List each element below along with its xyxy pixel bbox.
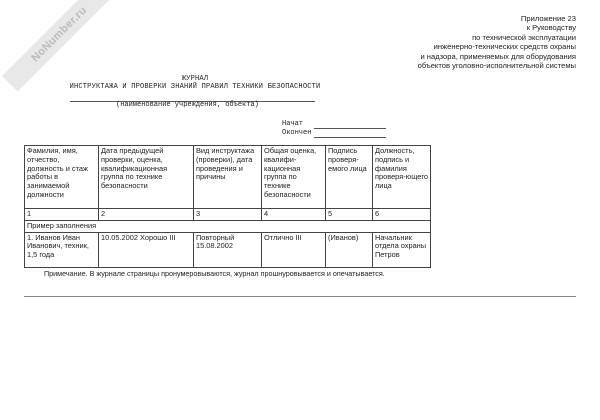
journal-title — [0, 75, 390, 92]
number-cell: 3 — [194, 209, 262, 221]
header-cell: Вид инструктажа (проверки), дата проведения и причины — [194, 146, 262, 209]
header-row — [25, 146, 431, 209]
appendix-line: и надзора, применяемых для оборудования — [420, 51, 576, 61]
table-cell: Повторный 15.08.2002 — [194, 232, 262, 267]
note: Примечание. В журнале страницы пронумеровываются, журнал прошнуровывается и опечатывается. — [44, 269, 385, 278]
number-cell: 6 — [373, 209, 431, 221]
number-cell: 5 — [326, 209, 373, 221]
appendix-line: инженерно-технических средств охраны — [433, 42, 576, 52]
journal-title-line1: ЖУРНАЛ — [181, 75, 209, 83]
number-row — [25, 209, 431, 221]
watermark: NoNumber.ru — [2, 0, 117, 92]
table-cell: (Иванов) — [326, 232, 373, 267]
number-cell: 4 — [262, 209, 326, 221]
started-row — [282, 120, 386, 129]
header-cell: Фамилия, имя, отчество, должность и стаж работы в занимаемой должности — [25, 146, 99, 209]
table-cell: 1. Иванов Иван Иванович, техник, 1,5 года — [25, 232, 99, 267]
appendix-header — [418, 14, 576, 70]
finished-label: Окончен — [282, 129, 312, 137]
table-cell: Отлично III — [262, 232, 326, 267]
journal-title-line2: ИНСТРУКТАЖА И ПРОВЕРКИ ЗНАНИЙ ПРАВИЛ ТЕХНИКИ БЕЗОПАСНОСТИ — [69, 83, 321, 92]
table-cell: Начальник отдела охраны Петров — [373, 232, 431, 267]
bottom-divider — [24, 296, 576, 297]
appendix-line: по технической эксплуатации — [472, 32, 576, 42]
started-line — [314, 121, 386, 129]
header-cell: Подпись проверя-емого лица — [326, 146, 373, 209]
header-cell: Дата предыдущей проверки, оценка, квалификационная группа по технике безопасности — [99, 146, 194, 209]
finished-line — [314, 130, 386, 138]
appendix-line: к Руководству — [526, 23, 576, 33]
started-label: Начат — [282, 120, 304, 128]
example-label-row — [25, 220, 431, 232]
header-cell: Общая оценка, квалифи-кационная группа по технике безопасности — [262, 146, 326, 209]
number-cell: 1 — [25, 209, 99, 221]
number-cell: 2 — [99, 209, 194, 221]
example-label: Пример заполнения — [25, 220, 431, 232]
appendix-line: объектов уголовно-исполнительной системы — [417, 61, 576, 71]
appendix-line: Приложение 23 — [520, 14, 576, 23]
table-row — [25, 232, 431, 267]
institution-caption: (наименование учреждения, объекта) — [116, 101, 259, 109]
header-cell: Должность, подпись и фамилия проверя-ющего лица — [373, 146, 431, 209]
finished-row — [282, 129, 386, 138]
journal-table — [24, 145, 431, 268]
table-cell: 10.05.2002 Хорошо III — [99, 232, 194, 267]
dates-block — [282, 120, 386, 138]
